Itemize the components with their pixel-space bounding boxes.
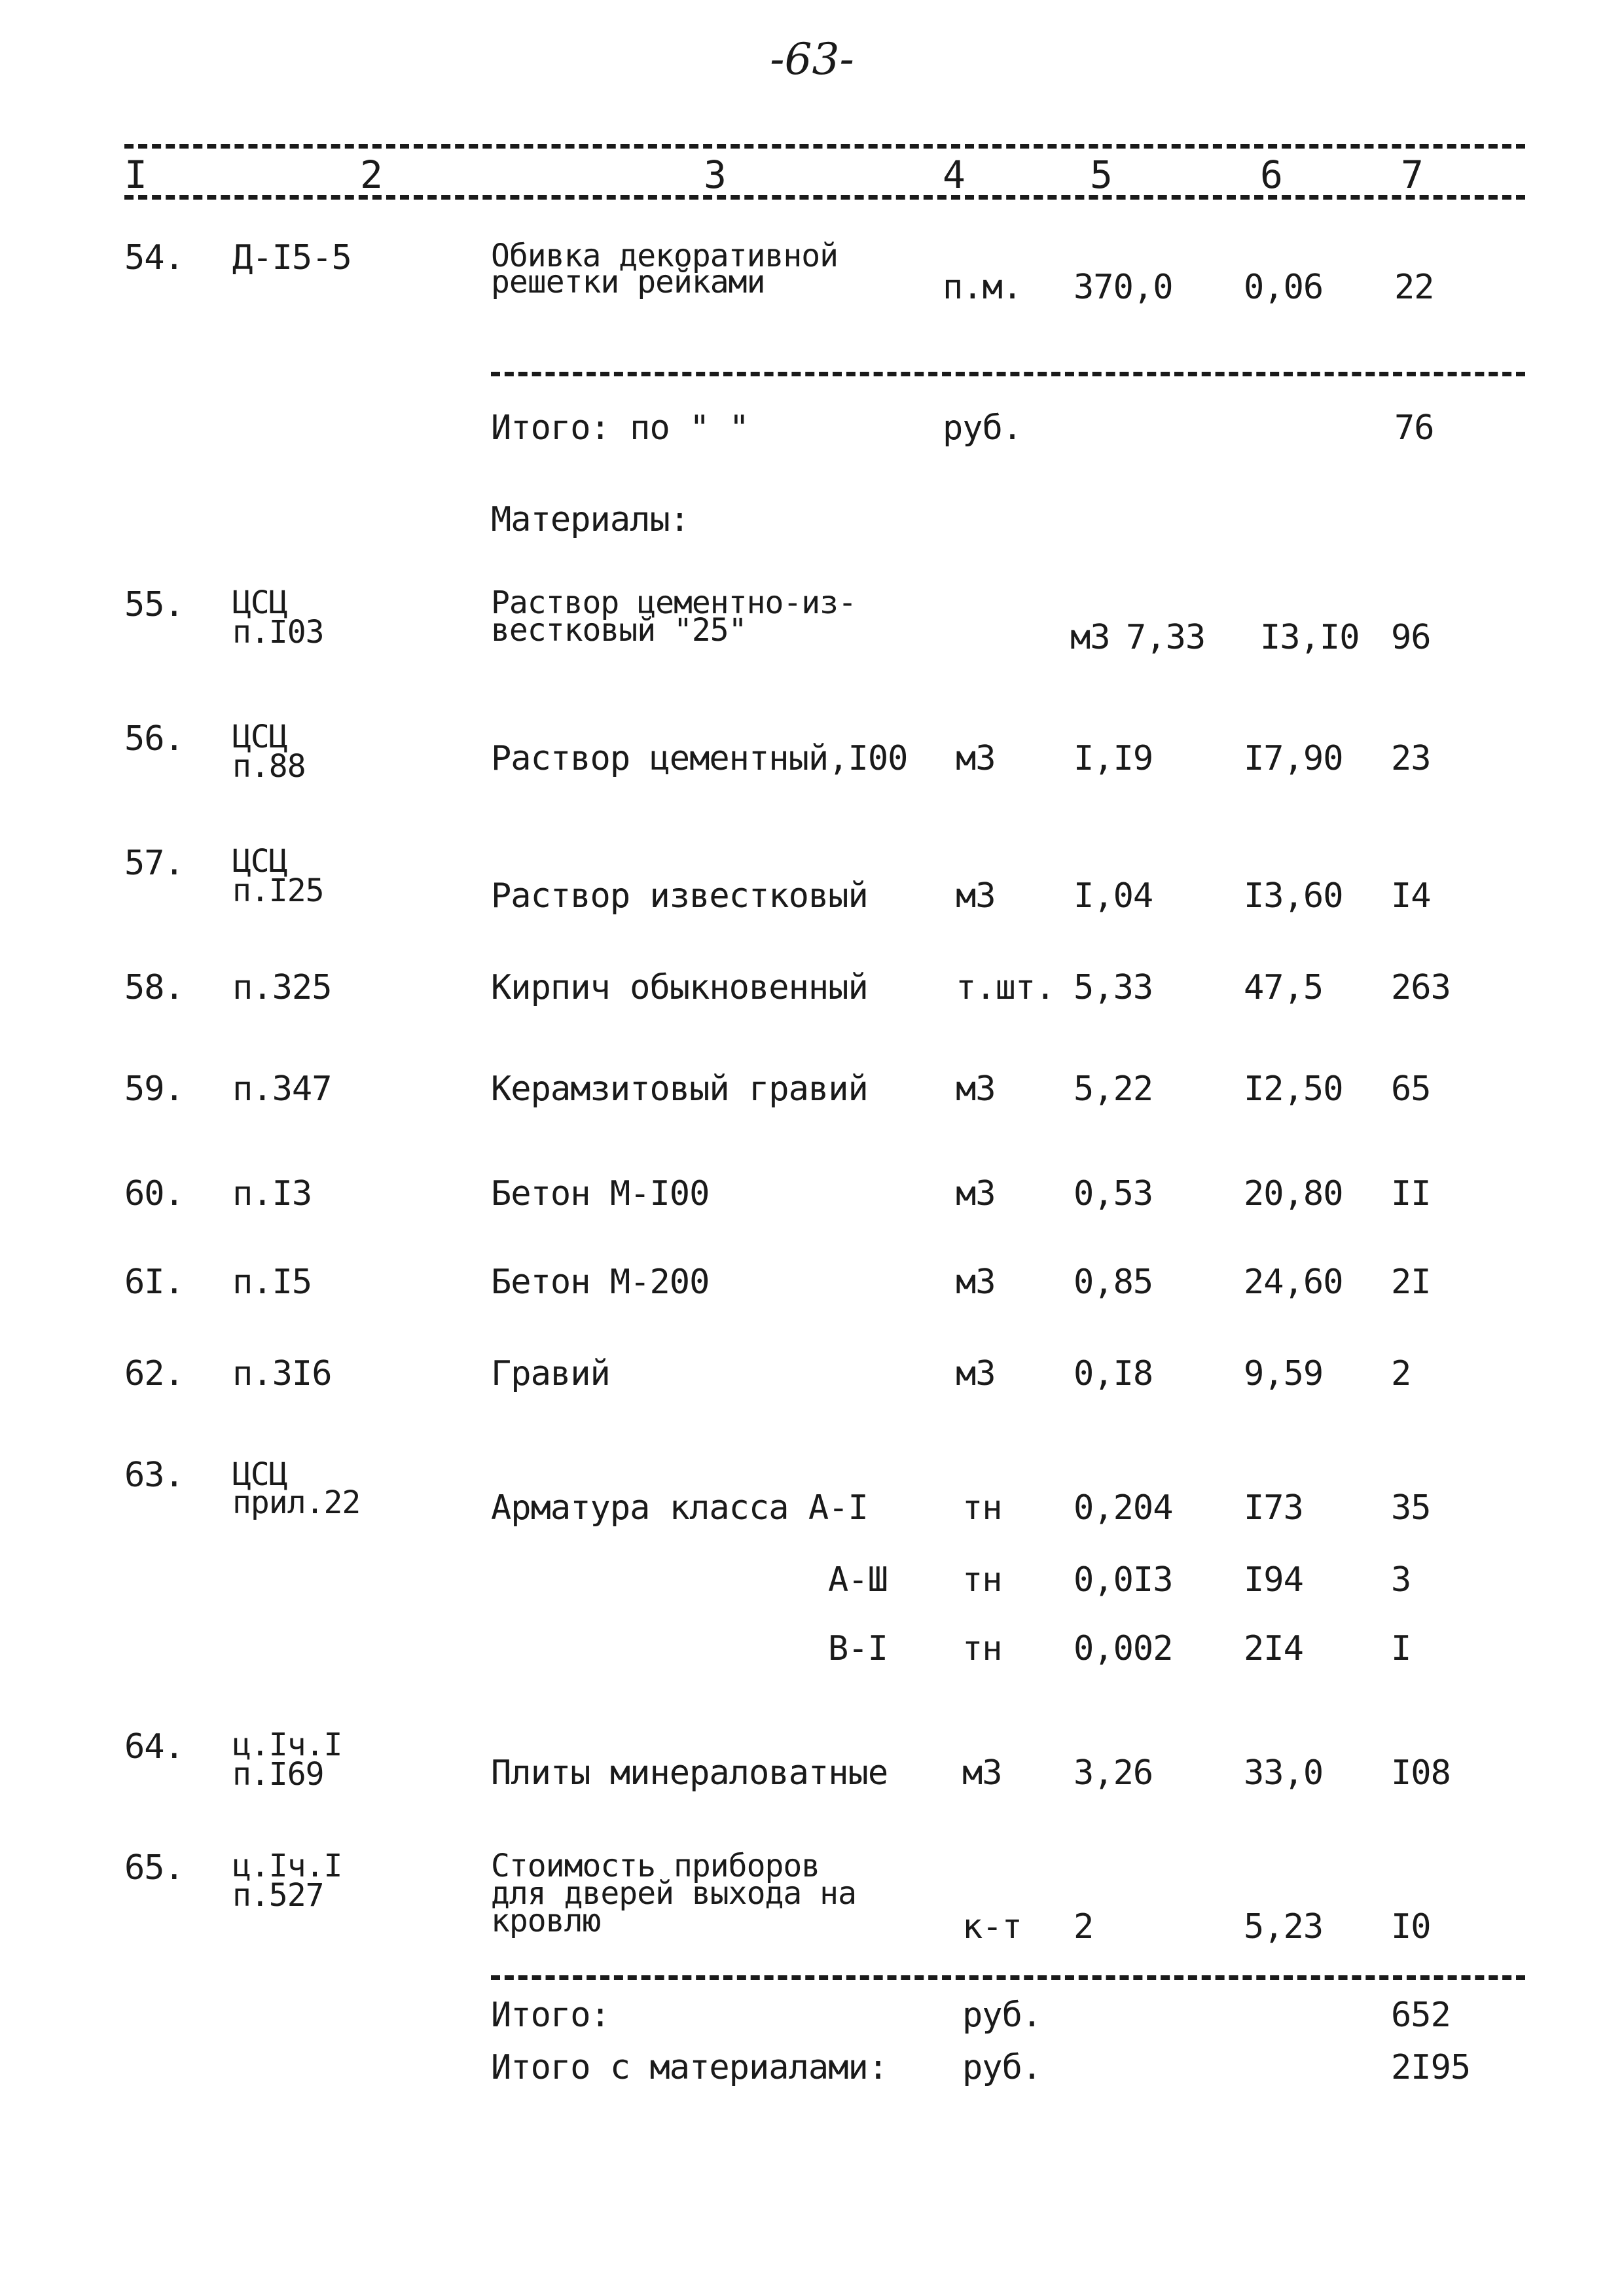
row-62-code: п.3I6	[232, 1354, 332, 1393]
row-56-name: Раствор цементный,I00	[491, 739, 908, 778]
column-header-7: 7	[1401, 152, 1423, 197]
page-number: -63-	[770, 34, 854, 84]
row-65-unit: к-т	[962, 1907, 1022, 1946]
row-58-total: 263	[1391, 968, 1451, 1007]
total-with-materials-label: Итого с материалами:	[491, 2048, 888, 2087]
row-57-unit: м3	[956, 876, 996, 916]
row-57-qty: I,04	[1074, 876, 1153, 916]
row-56-qty: I,I9	[1074, 739, 1153, 778]
row-63-name: Арматура класса А-I	[491, 1488, 868, 1528]
row-62-total: 2	[1391, 1354, 1411, 1393]
row-56-no: 56.	[124, 719, 184, 759]
row-59-total: 65	[1391, 1069, 1431, 1109]
row-63-qty: 0,204	[1074, 1488, 1173, 1528]
row-59-no: 59.	[124, 1069, 184, 1109]
row-60-unit: м3	[956, 1174, 996, 1213]
row-56-code-line1: ЦСЦ	[232, 719, 287, 755]
subtotal-unit: руб.	[943, 408, 1022, 448]
row-60-qty: 0,53	[1074, 1174, 1153, 1213]
row-65-code-line1: ц.Iч.I	[232, 1848, 342, 1884]
row-65-name-line3: кровлю	[491, 1903, 601, 1939]
column-header-1: I	[124, 152, 147, 197]
row-63-code-line2: прил.22	[232, 1484, 361, 1521]
row-63-b1-qty: 0,002	[1074, 1629, 1173, 1668]
row-58-unit: т.шт.	[956, 968, 1055, 1007]
row-59-unit: м3	[956, 1069, 996, 1109]
row-62-price: 9,59	[1244, 1354, 1324, 1393]
row-56-unit: м3	[956, 739, 996, 778]
row-62-unit: м3	[956, 1354, 996, 1393]
row-61-price: 24,60	[1244, 1263, 1343, 1302]
row-57-code-line1: ЦСЦ	[232, 843, 287, 880]
row-65-no: 65.	[124, 1848, 184, 1888]
header-top-rule	[124, 144, 1525, 149]
row-63-b1-total: I	[1391, 1629, 1411, 1668]
row-63-code-line1: ЦСЦ	[232, 1456, 287, 1493]
row-55-price: I3,I0	[1260, 618, 1360, 657]
row-57-name: Раствор известковый	[491, 876, 868, 916]
row-64-no: 64.	[124, 1727, 184, 1767]
row-55-name-line2: вестковый "25"	[491, 612, 747, 649]
row-64-name: Плиты минераловатные	[491, 1753, 888, 1793]
row-58-name: Кирпич обыкновенный	[491, 968, 868, 1007]
subtotal-rule	[491, 372, 1525, 376]
row-60-name: Бетон М-I00	[491, 1174, 710, 1213]
materials-heading: Материалы:	[491, 500, 690, 539]
row-58-qty: 5,33	[1074, 968, 1153, 1007]
row-63-unit: тн	[962, 1488, 1002, 1528]
column-header-5: 5	[1090, 152, 1112, 197]
row-63-a3-unit: тн	[962, 1560, 1002, 1600]
header-bottom-rule	[124, 195, 1525, 200]
row-63-a3-grade: А-Ш	[828, 1560, 888, 1600]
row-64-total: I08	[1391, 1753, 1451, 1793]
total-rule	[491, 1975, 1525, 1980]
row-64-unit: м3	[962, 1753, 1002, 1793]
row-63-price: I73	[1244, 1488, 1303, 1528]
row-55-name-line1: Раствор цементно-из-	[491, 584, 856, 621]
row-54-unit: п.м.	[943, 268, 1022, 307]
row-59-name: Керамзитовый гравий	[491, 1069, 868, 1109]
row-64-price: 33,0	[1244, 1753, 1324, 1793]
row-64-code-line1: ц.Iч.I	[232, 1727, 342, 1763]
row-55-no: 55.	[124, 585, 184, 624]
column-header-3: 3	[704, 152, 726, 197]
row-60-code: п.I3	[232, 1174, 312, 1213]
row-65-name-line1: Стоимость приборов	[491, 1848, 820, 1884]
row-57-total: I4	[1391, 876, 1431, 916]
row-62-name: Гравий	[491, 1354, 610, 1393]
row-63-b1-unit: тн	[962, 1629, 1002, 1668]
row-55-total: 96	[1391, 618, 1431, 657]
row-63-b1-grade: В-I	[828, 1629, 888, 1668]
column-header-4: 4	[943, 152, 965, 197]
row-65-name-line2: для дверей выхода на	[491, 1875, 856, 1912]
row-63-a3-total: 3	[1391, 1560, 1411, 1600]
row-56-code-line2: п.88	[232, 748, 306, 785]
row-65-total: I0	[1391, 1907, 1431, 1946]
row-58-code: п.325	[232, 968, 332, 1007]
row-59-price: I2,50	[1244, 1069, 1343, 1109]
row-63-no: 63.	[124, 1456, 184, 1495]
row-56-price: I7,90	[1244, 739, 1343, 778]
row-60-price: 20,80	[1244, 1174, 1343, 1213]
total-value: 652	[1391, 1996, 1451, 2035]
row-59-code: п.347	[232, 1069, 332, 1109]
row-54-qty: 370,0	[1074, 268, 1173, 307]
row-54-no: 54.	[124, 238, 184, 278]
subtotal-label: Итого: по " "	[491, 408, 749, 448]
row-56-total: 23	[1391, 739, 1431, 778]
subtotal-total: 76	[1394, 408, 1434, 448]
row-63-a3-price: I94	[1244, 1560, 1303, 1600]
row-63-b1-price: 2I4	[1244, 1629, 1303, 1668]
row-59-qty: 5,22	[1074, 1069, 1153, 1109]
row-60-total: II	[1391, 1174, 1431, 1213]
row-61-code: п.I5	[232, 1263, 312, 1302]
row-58-no: 58.	[124, 968, 184, 1007]
row-54-name-line1: Обивка декоративной	[491, 238, 839, 274]
row-55-code-line2: п.I03	[232, 614, 324, 651]
row-60-no: 60.	[124, 1174, 184, 1213]
total-unit: руб.	[962, 1996, 1042, 2035]
row-58-price: 47,5	[1244, 968, 1324, 1007]
row-54-total: 22	[1394, 268, 1434, 307]
row-63-total: 35	[1391, 1488, 1431, 1528]
total-with-materials-unit: руб.	[962, 2048, 1042, 2087]
row-64-code-line2: п.I69	[232, 1756, 324, 1793]
row-54-price: 0,06	[1244, 268, 1324, 307]
row-61-qty: 0,85	[1074, 1263, 1153, 1302]
column-header-6: 6	[1260, 152, 1282, 197]
row-63-a3-qty: 0,0I3	[1074, 1560, 1173, 1600]
column-header-2: 2	[360, 152, 382, 197]
total-with-materials-value: 2I95	[1391, 2048, 1471, 2087]
row-57-code-line2: п.I25	[232, 872, 324, 909]
row-61-total: 2I	[1391, 1263, 1431, 1302]
row-65-price: 5,23	[1244, 1907, 1324, 1946]
row-57-price: I3,60	[1244, 876, 1343, 916]
row-54-name-line2: решетки рейками	[491, 264, 765, 300]
row-54-code: Д-I5-5	[232, 238, 352, 278]
row-62-qty: 0,I8	[1074, 1354, 1153, 1393]
row-55-unit: м3	[1070, 618, 1110, 657]
total-label: Итого:	[491, 1996, 610, 2035]
row-65-code-line2: п.527	[232, 1877, 324, 1914]
row-62-no: 62.	[124, 1354, 184, 1393]
row-65-qty: 2	[1074, 1907, 1094, 1946]
row-61-unit: м3	[956, 1263, 996, 1302]
row-64-qty: 3,26	[1074, 1753, 1153, 1793]
row-57-no: 57.	[124, 844, 184, 883]
row-61-name: Бетон М-200	[491, 1263, 710, 1302]
row-55-code-line1: ЦСЦ	[232, 584, 287, 621]
row-61-no: 6I.	[124, 1263, 184, 1302]
row-55-qty: 7,33	[1126, 618, 1206, 657]
